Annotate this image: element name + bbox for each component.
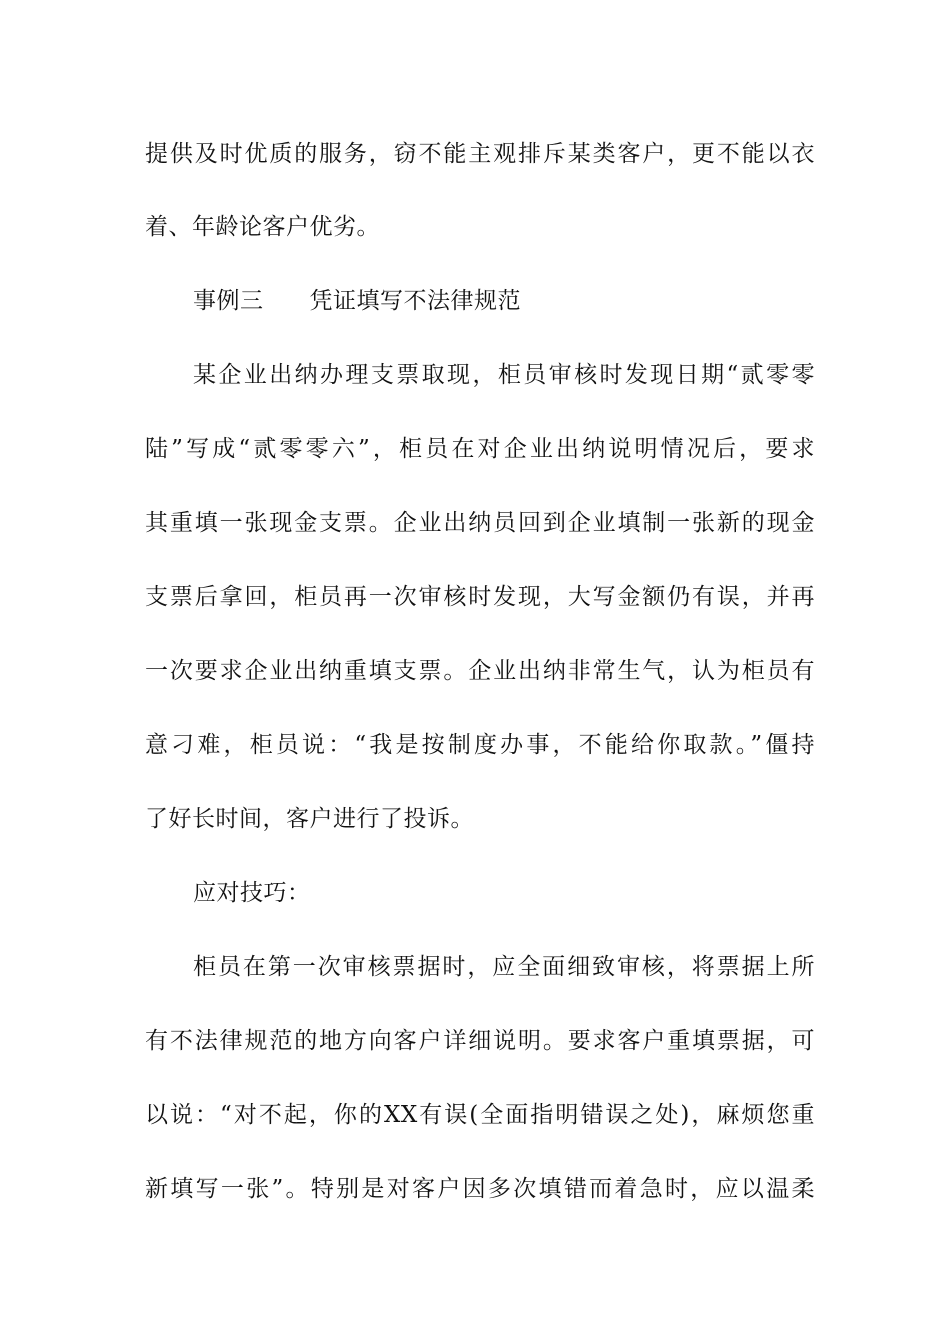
paragraph-line: 有不法律规范的地方向客户详细说明。要求客户重填票据，可 [145,1028,815,1054]
section-heading-number: 事例三 [193,288,264,314]
paragraph-line: 某企业出纳办理支票取现，柜员审核时发现日期“贰零零 [193,362,815,388]
subheading: 应对技巧： [193,880,311,906]
paragraph-line: 意刁难，柜员说：“我是按制度办事，不能给你取款。”僵持 [145,732,815,758]
section-heading-title: 凭证填写不法律规范 [309,288,521,314]
paragraph-line: 以说：“对不起，你的XX有误(全面指明错误之处)，麻烦您重 [145,1102,815,1128]
paragraph-line: 陆”写成“贰零零六”，柜员在对企业出纳说明情况后，要求 [145,436,815,462]
paragraph-line: 新填写一张”。特别是对客户因多次填错而着急时，应以温柔 [145,1176,815,1202]
paragraph-line: 柜员在第一次审核票据时，应全面细致审核，将票据上所 [193,954,815,980]
paragraph-line: 支票后拿回，柜员再一次审核时发现，大写金额仍有误，并再 [145,584,815,610]
paragraph-line: 了好长时间，客户进行了投诉。 [145,806,474,832]
section-heading [193,281,815,321]
paragraph-line: 着、年龄论客户优劣。 [145,214,380,240]
paragraph-line: 其重填一张现金支票。企业出纳员回到企业填制一张新的现金 [145,510,815,536]
paragraph-line: 一次要求企业出纳重填支票。企业出纳非常生气，认为柜员有 [145,658,815,684]
paragraph-line: 提供及时优质的服务，窃不能主观排斥某类客户，更不能以衣 [145,141,815,167]
